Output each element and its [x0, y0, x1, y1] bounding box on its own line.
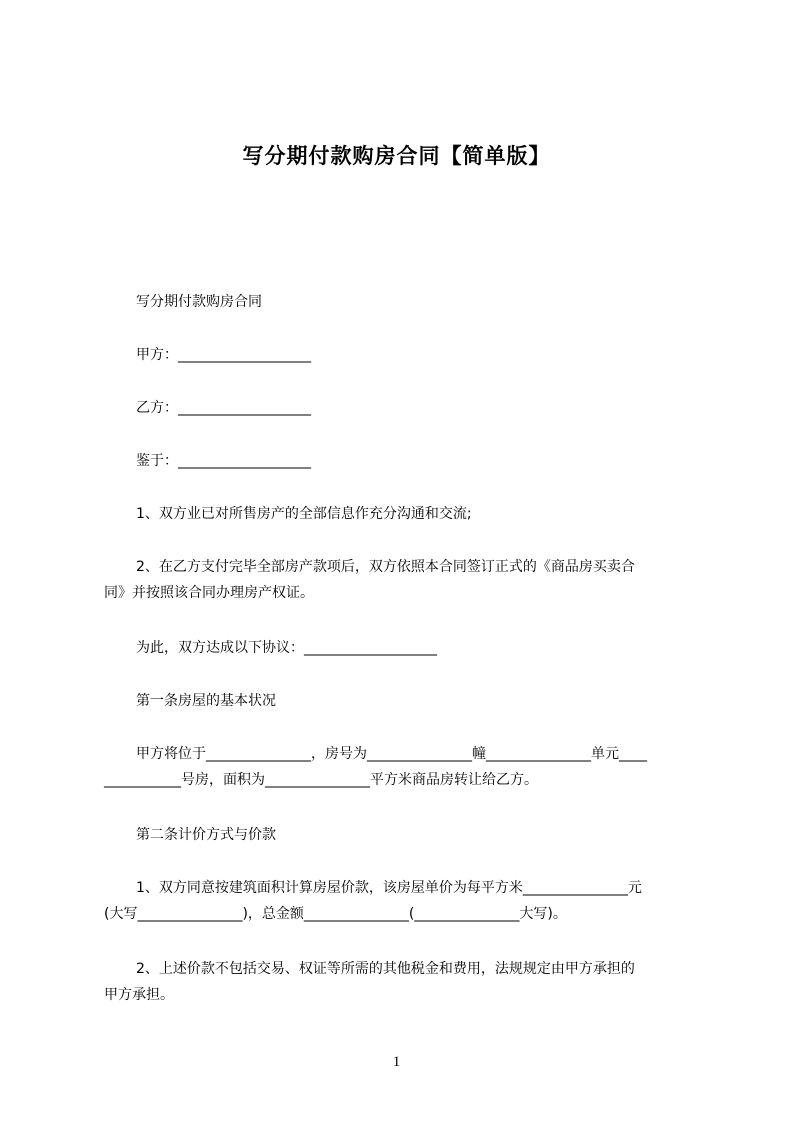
- article-2-item-2-line-2: 甲方承担。: [104, 987, 174, 1003]
- article-2-heading: 第二条计价方式与价款: [136, 827, 276, 843]
- article-1-line-1: 甲方将位于_______________，房号为_______________幢_______________单元____: [136, 746, 647, 762]
- agreement-intro: 为此，双方达成以下协议：___________________: [136, 640, 437, 656]
- article-1-heading: 第一条房屋的基本状况: [136, 693, 276, 709]
- recital-2-line-1: 2、在乙方支付完毕全部房产款项后，双方依照本合同签订正式的《商品房买卖合: [136, 559, 635, 575]
- party-b-line: 乙方：___________________: [136, 400, 311, 416]
- article-2-item-1-line-1: 1、双方同意按建筑面积计算房屋价款，该房屋单价为每平方米_______________元: [136, 880, 642, 896]
- article-1-line-2: ___________号房，面积为_______________平方米商品房转让给乙方。: [104, 772, 538, 788]
- article-2-item-2-line-1: 2、上述价款不包括交易、权证等所需的其他税金和费用，法规规定由甲方承担的: [136, 961, 635, 977]
- recital-2-line-2: 同》并按照该合同办理房产权证。: [104, 585, 314, 601]
- page-number: 1: [392, 1054, 401, 1070]
- party-a-line: 甲方：___________________: [136, 347, 311, 363]
- contract-subtitle: 写分期付款购房合同: [136, 294, 262, 310]
- document-title: 写分期付款购房合同【简单版】: [242, 144, 551, 168]
- whereas-line: 鉴于：___________________: [136, 453, 311, 469]
- article-2-item-1-line-2: (大写_______________)，总金额_______________(_______________大写)。: [104, 906, 567, 922]
- recital-1: 1、双方业已对所售房产的全部信息作充分沟通和交流;: [136, 506, 472, 522]
